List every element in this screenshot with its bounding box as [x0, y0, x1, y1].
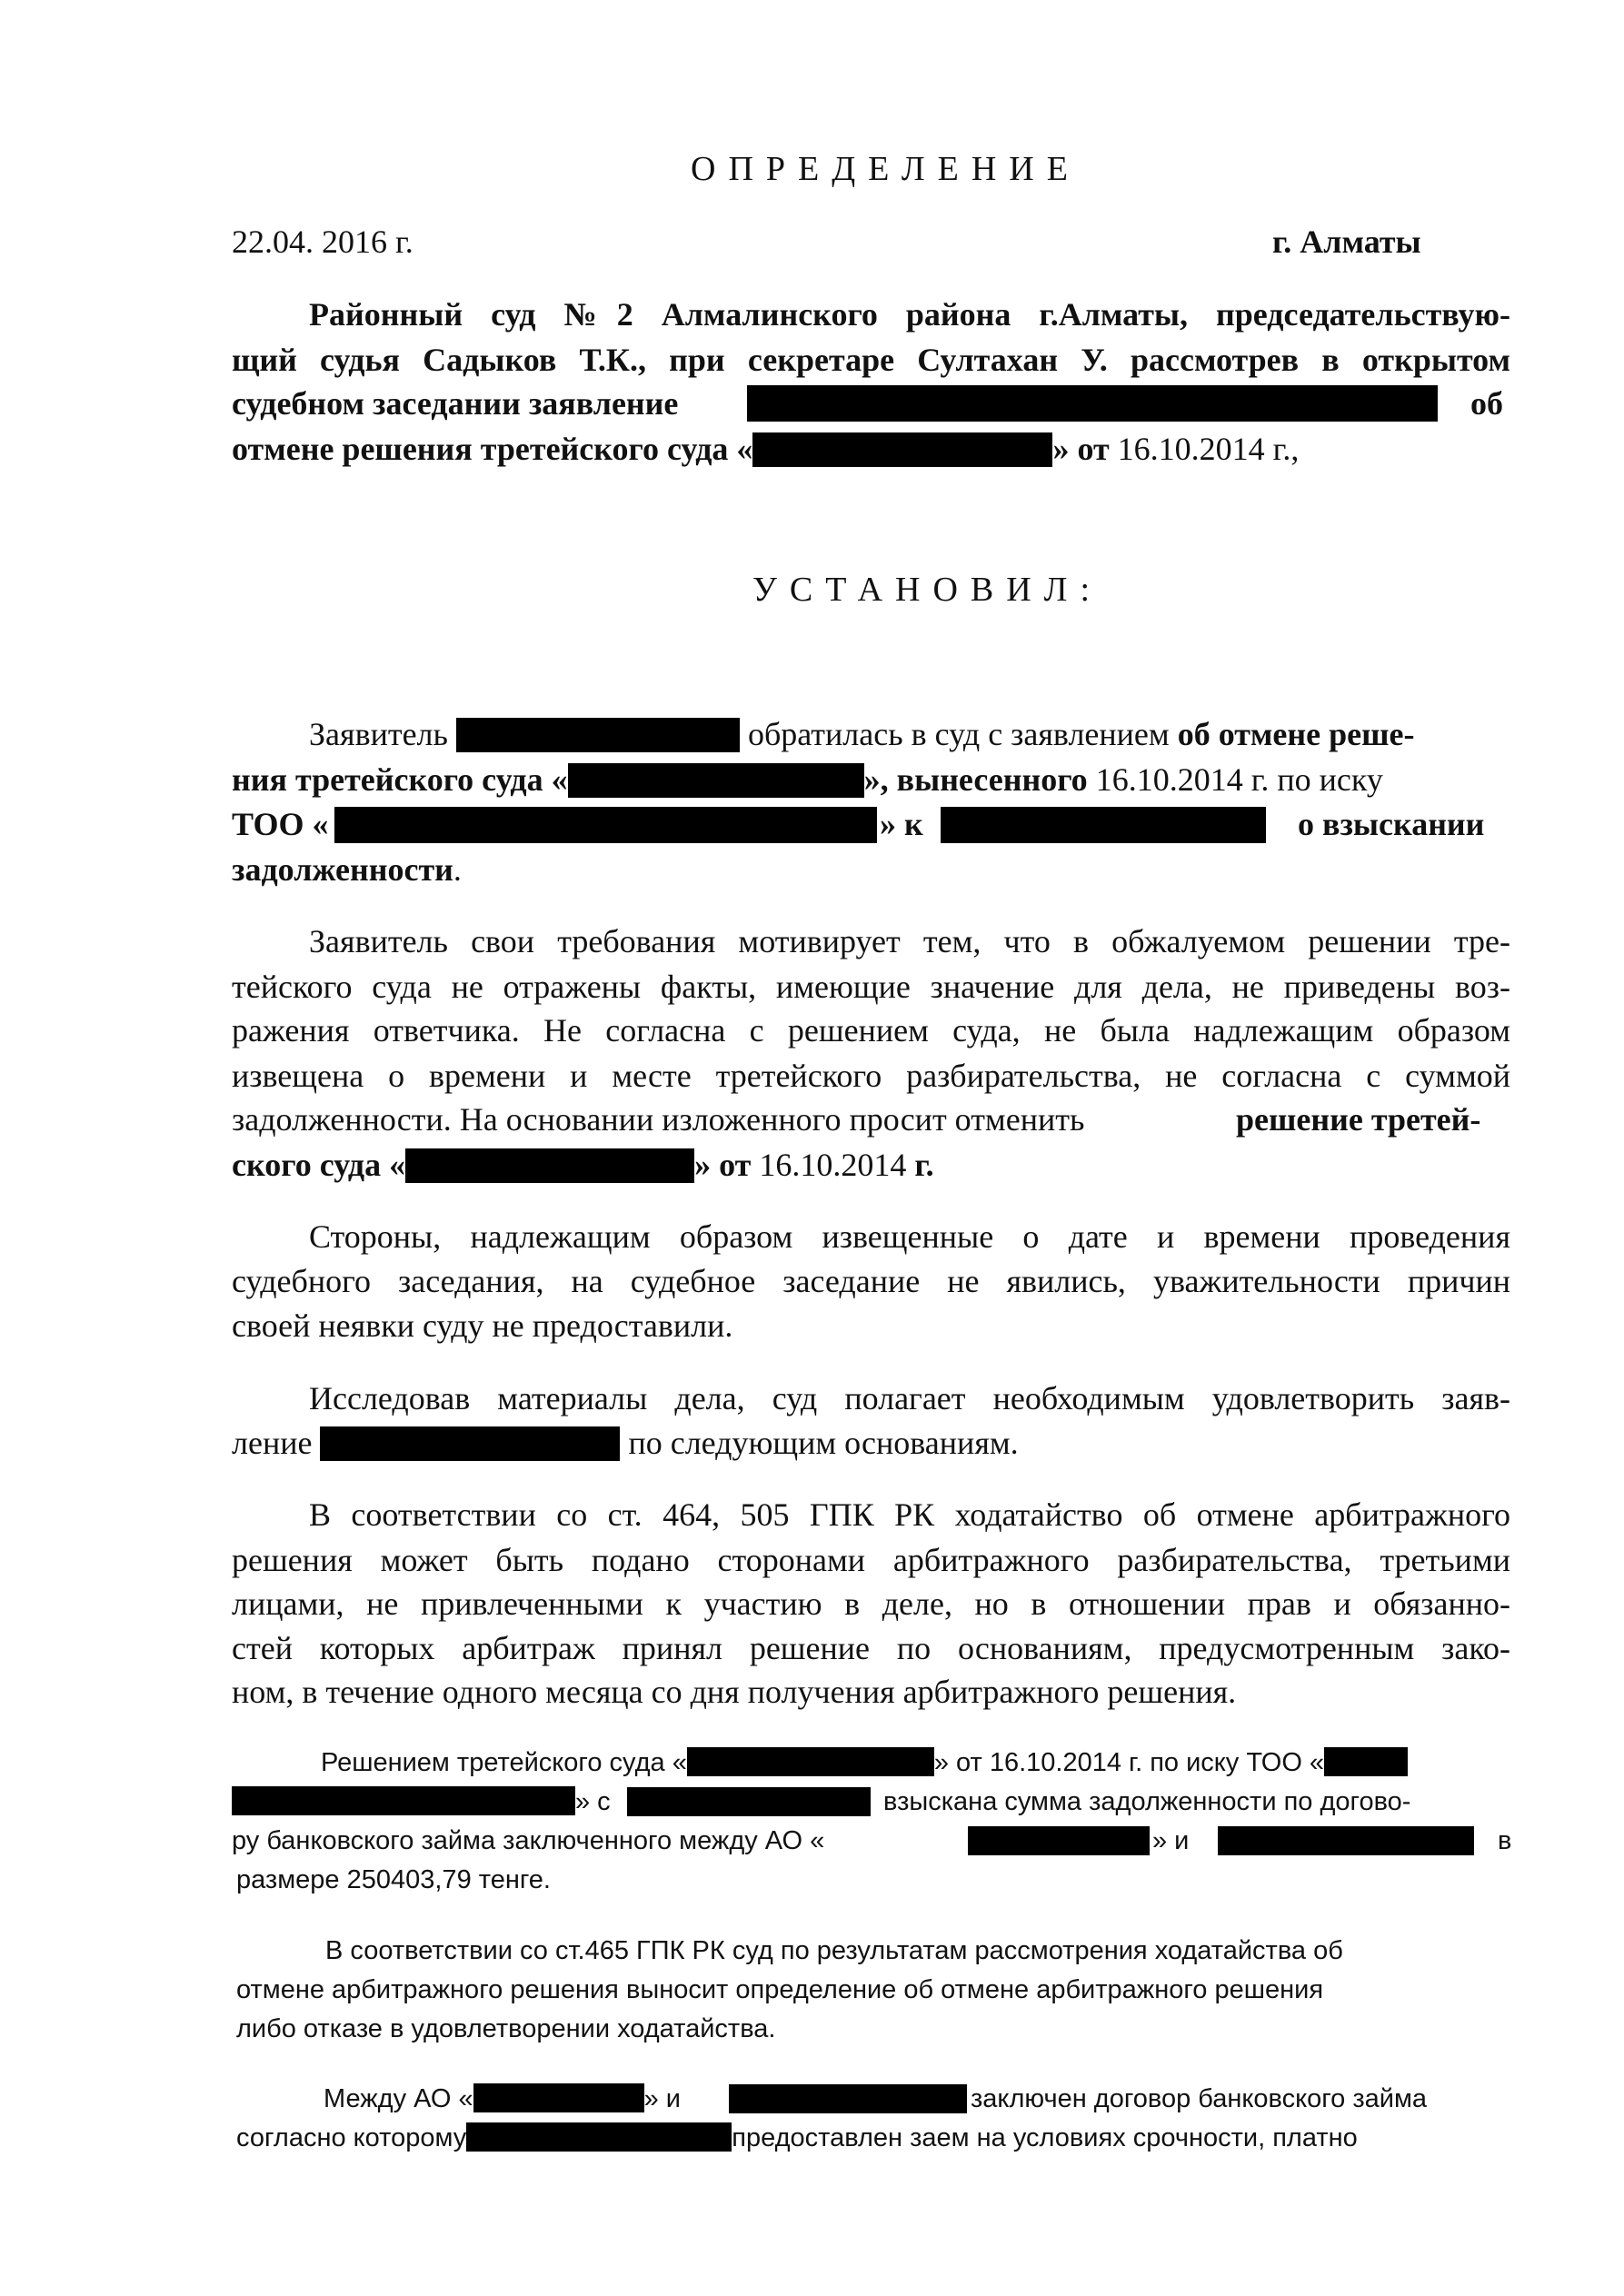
- p7-line-3: [236, 2009, 775, 2049]
- p5-text: стей которых арбитраж принял решение по основаниям, предусмотренным зако-: [232, 1630, 1510, 1666]
- p5-line-2: [232, 1538, 1510, 1582]
- document-city: [1272, 220, 1421, 263]
- redaction-block: [466, 2122, 732, 2152]
- p6-line-3-end: [1498, 1821, 1511, 1861]
- intro-text: Районный суд №2 Алмалинского района г.Алматы, председательствую-: [309, 296, 1510, 333]
- p7-text: В соответствии со ст.465 ГПК РК суд по результатам рассмотрения ходатайства об: [325, 1936, 1343, 1965]
- document-title: [691, 147, 1081, 191]
- p2-line-3: [232, 1009, 1510, 1052]
- p8-text: » и: [643, 2084, 682, 2113]
- redaction-block: [627, 1787, 871, 1816]
- p5-line-5: [232, 1670, 1236, 1714]
- document-date: [232, 220, 413, 263]
- date-text: 22.04. 2016 г.: [232, 224, 413, 260]
- p1-line-2: [232, 758, 1383, 801]
- p1-line-3-end: [1298, 802, 1484, 846]
- p2-line-6: [232, 1143, 934, 1187]
- intro-text: » от: [1052, 431, 1110, 467]
- p2-text: тейского суда не отражены факты, имеющие значение для дела, не приведены воз-: [232, 969, 1510, 1005]
- p4-text: ление: [232, 1425, 313, 1461]
- p1-text: Заявитель: [309, 716, 448, 752]
- intro-text: отмене решения третейского суда «: [232, 431, 753, 467]
- p3-line-2: [232, 1259, 1510, 1303]
- redaction-block: [334, 807, 877, 843]
- p3-text: судебного заседания, на судебное заседание не явились, уважительности причин: [232, 1263, 1510, 1299]
- p5-line-1: [309, 1493, 1510, 1536]
- p6-text: ру банковского займа заключенного между АО «: [232, 1826, 825, 1855]
- intro-text: 16.10.2014 г.,: [1117, 431, 1300, 467]
- redaction-block: [405, 1148, 694, 1183]
- p2-text: г.: [914, 1147, 934, 1183]
- p1-text: ТОО «: [232, 806, 329, 842]
- p7-line-2: [236, 1970, 1323, 2010]
- intro-text: судебном заседании заявление: [232, 385, 679, 422]
- p5-text: лицами, не привлеченными к участию в деле, но в отношении прав и обязанно-: [232, 1585, 1510, 1622]
- p8-line-1-end: [971, 2079, 1427, 2119]
- redaction-block: [1218, 1826, 1474, 1855]
- p6-line-1: [321, 1743, 1408, 1783]
- redaction-block: [687, 1747, 934, 1776]
- intro-line-1: [309, 293, 1510, 336]
- p5-text: решения может быть подано сторонами арбитражного разбирательства, третьими: [232, 1542, 1510, 1578]
- p6-line-3-mid: [1152, 1821, 1189, 1861]
- p6-text: » от 16.10.2014 г. по иску ТОО «: [933, 1748, 1325, 1777]
- p2-text: извещена о времени и месте третейского разбирательства, не согласна с суммой: [232, 1058, 1510, 1094]
- p8-line-1: [324, 2079, 681, 2119]
- p7-line-1: [325, 1931, 1343, 1971]
- p6-text: взыскана сумма задолженности по догово-: [883, 1787, 1411, 1816]
- p2-text: ского суда «: [232, 1147, 406, 1183]
- p3-line-3: [232, 1304, 732, 1347]
- redaction-block: [941, 807, 1266, 843]
- p2-text: 16.10.2014: [759, 1147, 907, 1183]
- redaction-block: [320, 1426, 620, 1461]
- title-text: ОПРЕДЕЛЕНИЕ: [691, 150, 1081, 188]
- p1-text: о взыскании: [1298, 806, 1485, 842]
- p6-text: Решением третейского суда «: [321, 1748, 687, 1777]
- p8-text: предоставлен заем на условиях срочности, платно: [732, 2123, 1358, 2152]
- intro-line-4: [232, 427, 1299, 471]
- p1-text: », вынесенного: [863, 761, 1088, 798]
- p8-line-2: [236, 2118, 1358, 2158]
- p7-text: либо отказе в удовлетворении ходатайства.: [236, 2014, 776, 2043]
- p4-line-2: [232, 1421, 1019, 1465]
- p8-text: Между АО «: [324, 2084, 473, 2113]
- p6-line-4: [236, 1860, 551, 1900]
- intro-line-2: [232, 338, 1510, 382]
- p4-line-1: [309, 1377, 1510, 1420]
- p2-text: Заявитель свои требования мотивирует тем, что в обжалуемом решении тре-: [309, 923, 1510, 959]
- p1-text: » к: [880, 806, 923, 842]
- intro-line-3: [232, 382, 678, 425]
- p2-line-5-end: [1236, 1098, 1480, 1141]
- p7-text: отмене арбитражного решения выносит определение об отмене арбитражного решения: [236, 1975, 1324, 2004]
- p1-line-3: [232, 802, 329, 846]
- p1-text: задолженности: [232, 851, 453, 888]
- p8-text: согласно которому: [236, 2123, 467, 2152]
- city-text: г. Алматы: [1272, 224, 1421, 260]
- p6-text: в: [1498, 1826, 1512, 1855]
- p8-text: заключен договор банковского займа: [971, 2084, 1428, 2113]
- p3-line-1: [309, 1215, 1510, 1258]
- intro-text: щий судья Садыков Т.К., при секретаре Султахан У. рассмотрев в открытом: [232, 342, 1510, 378]
- p2-line-4: [232, 1054, 1510, 1098]
- redaction-block: [473, 2083, 644, 2112]
- p2-line-1: [309, 919, 1510, 963]
- redaction-block: [747, 385, 1438, 422]
- intro-line-3-end: [1470, 382, 1503, 425]
- p2-text: » от: [694, 1147, 752, 1183]
- p4-text: Исследовав материалы дела, суд полагает необходимым удовлетворить заяв-: [309, 1380, 1510, 1416]
- p3-text: Стороны, надлежащим образом извещенные о дате и времени проведения: [309, 1218, 1510, 1255]
- p6-text: » и: [1152, 1826, 1190, 1855]
- p1-line-4: [232, 848, 462, 891]
- redaction-block: [729, 2084, 967, 2113]
- redaction-block: [456, 718, 740, 752]
- p1-text: .: [453, 851, 462, 888]
- p2-line-5: [232, 1098, 1084, 1141]
- redaction-block: [568, 763, 864, 798]
- p4-text: по следующим основаниям.: [628, 1425, 1019, 1461]
- p2-text: ражения ответчика. Не согласна с решением суда, не была надлежащим образом: [232, 1012, 1510, 1049]
- p6-text: » с: [575, 1787, 611, 1816]
- p2-text: задолженности. На основании изложенного просит отменить: [232, 1101, 1085, 1138]
- p1-line-1: [309, 712, 1414, 756]
- redaction-block: [232, 1786, 575, 1815]
- p6-line-2-end: [883, 1782, 1410, 1822]
- p5-text: В соответствии со ст. 464, 505 ГПК РК ходатайство об отмене арбитражного: [309, 1496, 1510, 1533]
- p6-text: размере 250403,79 тенге.: [236, 1865, 551, 1894]
- p5-line-3: [232, 1582, 1510, 1625]
- p1-line-3-mid: [880, 802, 923, 846]
- p1-text: об отмене реше-: [1177, 716, 1415, 752]
- intro-text: об: [1470, 385, 1503, 422]
- redaction-block: [968, 1826, 1150, 1855]
- redaction-block: [1324, 1747, 1408, 1776]
- p1-text: 16.10.2014 г. по иску: [1095, 761, 1383, 798]
- p5-text: ном, в течение одного месяца со дня получения арбитражного решения.: [232, 1674, 1237, 1710]
- heading-text: УСТАНОВИЛ:: [752, 571, 1103, 609]
- p3-text: своей неявки суду не предоставили.: [232, 1307, 733, 1344]
- section-heading: [752, 568, 1102, 611]
- redaction-block: [752, 432, 1052, 467]
- p1-text: ния третейского суда «: [232, 761, 568, 798]
- p2-text: решение третей-: [1236, 1101, 1481, 1138]
- p6-line-2: [232, 1782, 611, 1822]
- p5-line-4: [232, 1626, 1510, 1670]
- p1-text: обратилась в суд с заявлением: [747, 716, 1170, 752]
- p6-line-3: [232, 1821, 824, 1861]
- p2-line-2: [232, 965, 1510, 1009]
